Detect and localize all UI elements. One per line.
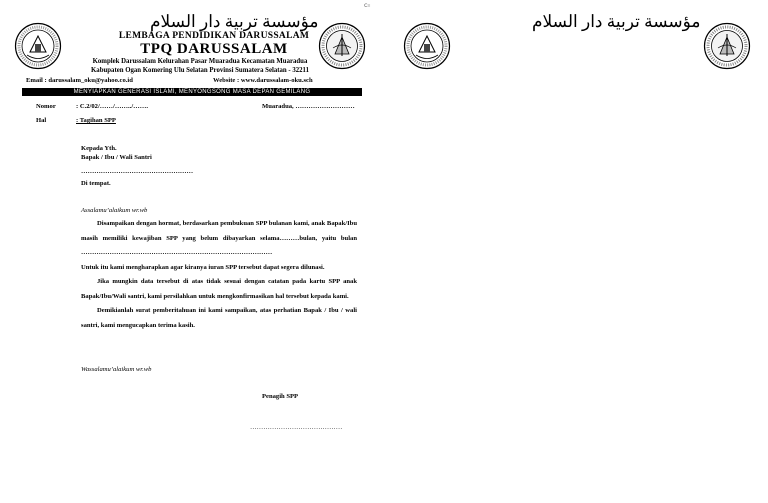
di-tempat-text: Di tempat. [81,180,111,187]
nomor-value: : C.2/02/……/……../……. [76,103,148,110]
school-name: TPQ DARUSSALAM [140,41,288,57]
paragraph-1: Disampaikan dengan hormat, berdasarkan pembukuan SPP bulanan kami, anak Bapak/Ibu masih memiliki kewajiban SPP yang belum dibayarkan selama………bulan, yaitu bulan …………………………………………………………………………… [81,220,357,256]
salam-opening: Assalamu’alaikum wr.wb [81,207,148,214]
page-marker: ꓚ≡ [364,4,371,9]
arabic-calligraphy: ﻣﺆﺳﺴﺔ ﺗﺮﺑﻴﺔ ﺩﺍﺭ ﺍﻟﺴﻼﻡ [150,12,319,31]
motto-bar: MENYIAPKAN GENERASI ISLAMI, MENYONGSONG MASA DEPAN GEMILANG [22,88,362,96]
seal-left-icon [403,22,451,70]
address-line-1: Komplek Darussalam Kelurahan Pasar Muaradua Kecamatan Muaradua [92,58,308,65]
signer-title: Penagih SPP [262,393,299,400]
paragraph-2: Untuk itu kami mengharapkan agar kiranya iuran SPP tersebut dapat segera dilunasi. [81,263,325,271]
institution-name: LEMBAGA PENDIDIKAN DARUSSALAM [118,31,310,41]
address-line-2: Kabupaten Ogan Komering Ulu Selatan Provinsi Sumatera Selatan - 32211 [91,67,309,74]
paragraph-3: Jika mungkin data tersebut di atas tidak sesuai dengan catatan pada kartu SPP anak Bapak/Ibu/Wali santri, kami persilahkan untuk mengkonfirmasikan hal tersebut kepada kami. [81,278,357,300]
salam-closing: Wassalamu’alaikum wr.wb [81,366,152,373]
letter-body [81,217,357,333]
hal-value: : Tagihan SPP [76,117,116,124]
paragraph-4: Demikianlah surat pemberitahuan ini kami sampaikan, atas perhatian Bapak / Ibu / wali santri, kami mengucapkan terima kasih. [81,307,357,329]
recipient-dots: …………………………………………… [81,168,194,175]
kepada-text: Kepada Yth. [81,145,117,152]
seal-right-icon [703,22,751,70]
signer-dots: …………………………………… [250,424,343,431]
recipient-text: Bapak / Ibu / Wali Santri [81,154,152,161]
place-date: Muaradua, ……………………… [262,103,355,110]
website-text: Website : www.darussalam-oku.sch [213,77,313,84]
hal-label: Hal [36,117,47,124]
nomor-label: Nomor [36,103,56,110]
email-text: Email : darussalam_oku@yahoo.co.id [26,77,133,84]
arabic-calligraphy: ﻣﺆﺳﺴﺔ ﺗﺮﺑﻴﺔ ﺩﺍﺭ ﺍﻟﺴﻼﻡ [532,12,701,31]
